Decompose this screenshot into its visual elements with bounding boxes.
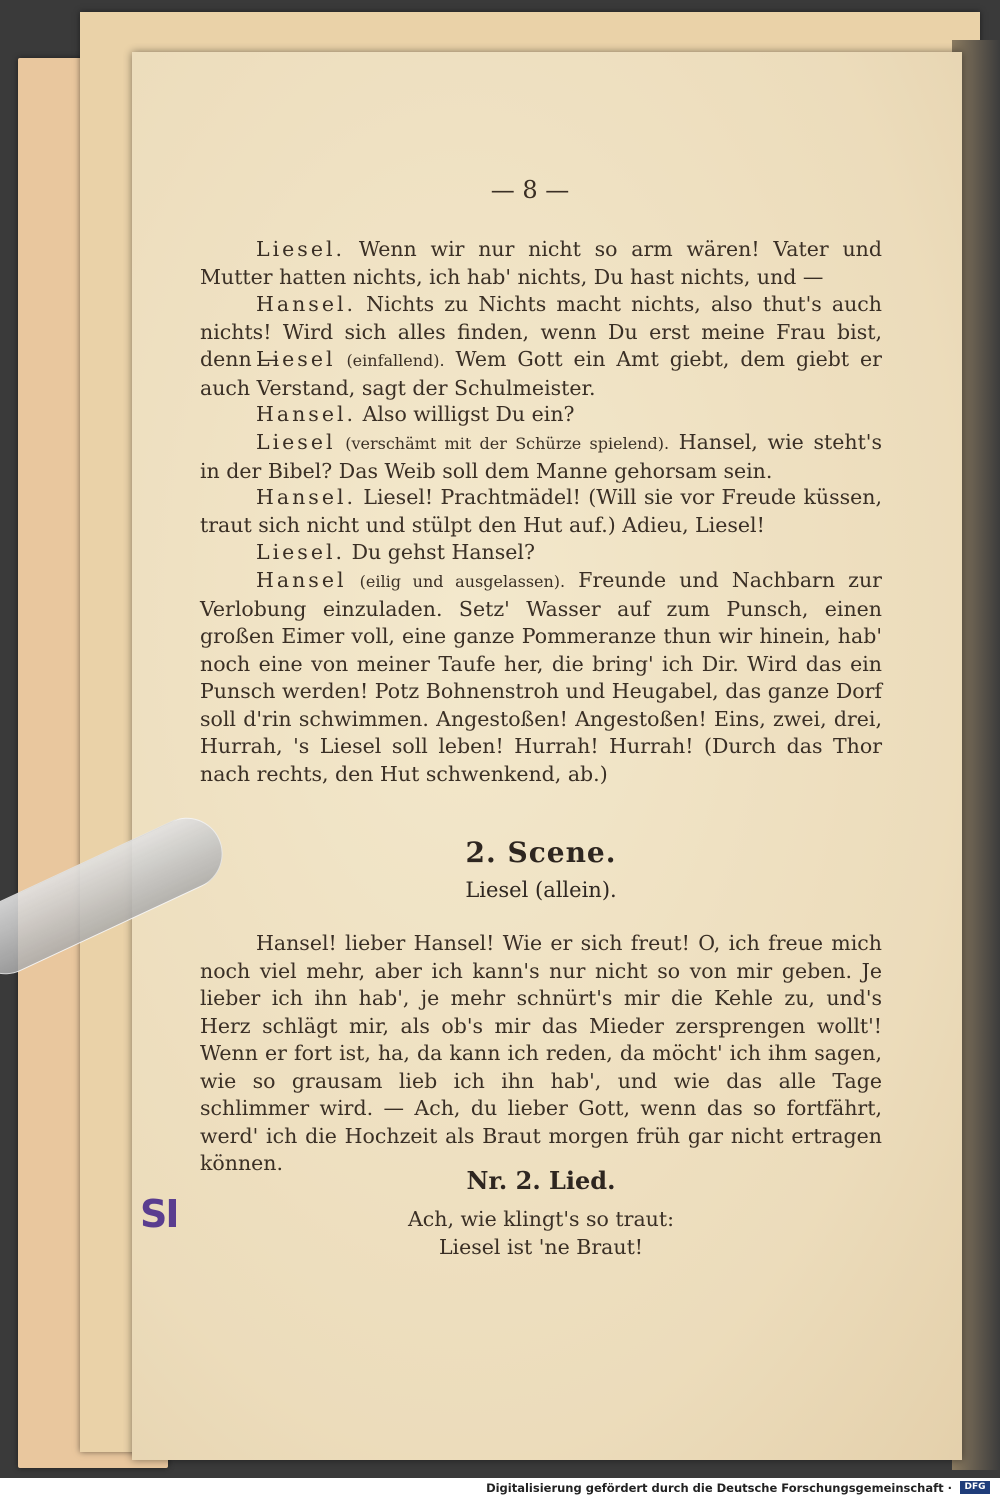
stage-direction: (verschämt mit der Schürze spielend). <box>345 434 670 453</box>
paragraph-5 <box>200 429 882 485</box>
scene-title: 2. Scene. <box>465 836 617 869</box>
dfg-logo-icon: DFG <box>960 1481 990 1494</box>
speaker-name: Liesel. <box>256 540 346 564</box>
speaker-name: Hansel. <box>256 485 357 509</box>
speaker-name: Hansel <box>256 568 347 592</box>
page-number: — 8 — <box>490 176 570 204</box>
paragraph-4 <box>200 401 882 429</box>
paragraph-6 <box>200 484 882 539</box>
song-line-2: Liesel ist 'ne Braut! <box>438 1235 644 1259</box>
paragraph-text: Wem Gott ein Amt giebt, dem giebt er auch Verstand, sagt der Schulmeister. <box>200 347 882 400</box>
paragraph-1 <box>200 236 882 291</box>
song-title: Nr. 2. Lied. <box>466 1166 616 1195</box>
speaker-name: Hansel. <box>256 402 357 426</box>
speaker-name: Liesel. <box>256 237 346 261</box>
monologue-text: Hansel! lieber Hansel! Wie er sich freut! O, ich freue mich noch viel mehr, aber ich kann's nur nicht so von mir geben. Je lieber ich ihn hab', je mehr schnürt's mir die Kehle zu, und's Herz schlägt mir, als ob's mir das Mieder zersprengen wollt'! Wenn er fort ist, ha, da kann ich reden, da möcht' ich ihm sagen, wie so grausam lieb ich ihn hab', und wie das alle Tage schlimmer wird. — Ach, du lieber Gott, wenn das so fortfährt, werd' ich die Hochzeit als Braut morgen früh gar nicht ertragen können. <box>200 931 882 1175</box>
song-line-1: Ach, wie klingt's so traut: <box>407 1207 675 1231</box>
paragraph-7 <box>200 539 882 567</box>
speaker-name: Liesel <box>256 430 336 454</box>
speaker-name: Liesel <box>256 347 336 371</box>
paragraph-text: Freunde und Nachbarn zur Verlobung einzuladen. Setz' Wasser auf zum Punsch, einen großen Eimer voll, eine ganze Pommeranze thun wir hinein, hab' noch eine von meiner Taufe her, die bring' ich Dir. Wird das ein Punsch werden! Potz Bohnenstroh und Heugabel, das ganze Dorf soll d'rin schwimmen. Angestoßen! Angestoßen! Eins, zwei, drei, Hurrah, 's Liesel soll leben! Hurrah! Hurrah! (Durch das Thor nach rechts, den Hut schwenkend, ab.) <box>200 568 882 786</box>
speaker-name: Hansel. <box>256 292 357 316</box>
paragraph-text: Nichts zu Nichts macht nichts, also thut's auch nichts! Wird sich alles finden, wenn Du erst meine Frau bist, denn — <box>200 292 882 371</box>
paragraph-8 <box>200 567 882 788</box>
monologue <box>200 930 882 1178</box>
paragraph-3 <box>200 346 882 402</box>
paragraph-text: Hansel, wie steht's in der Bibel? Das Weib soll dem Manne gehorsam sein. <box>200 430 882 483</box>
scene-subtitle: Liesel (allein). <box>465 878 617 902</box>
footer-bar <box>0 1478 1000 1498</box>
paragraph-text: Also willigst Du ein? <box>362 402 575 426</box>
footer-credit: Digitalisierung gefördert durch die Deutsche Forschungsgemeinschaft · <box>486 1481 952 1495</box>
paragraph-text: Du gehst Hansel? <box>351 540 535 564</box>
library-stamp: SI <box>140 1192 178 1236</box>
stage-direction: (einfallend). <box>346 351 445 370</box>
paragraph-text: Liesel! Prachtmädel! (Will sie vor Freude küssen, traut sich nicht und stülpt den Hut auf.) Adieu, Liesel! <box>200 485 882 537</box>
paragraph-text: Wenn wir nur nicht so arm wären! Vater und Mutter hatten nichts, ich hab' nichts, Du hast nichts, und — <box>200 237 882 289</box>
stage-direction: (eilig und ausgelassen). <box>359 572 566 591</box>
